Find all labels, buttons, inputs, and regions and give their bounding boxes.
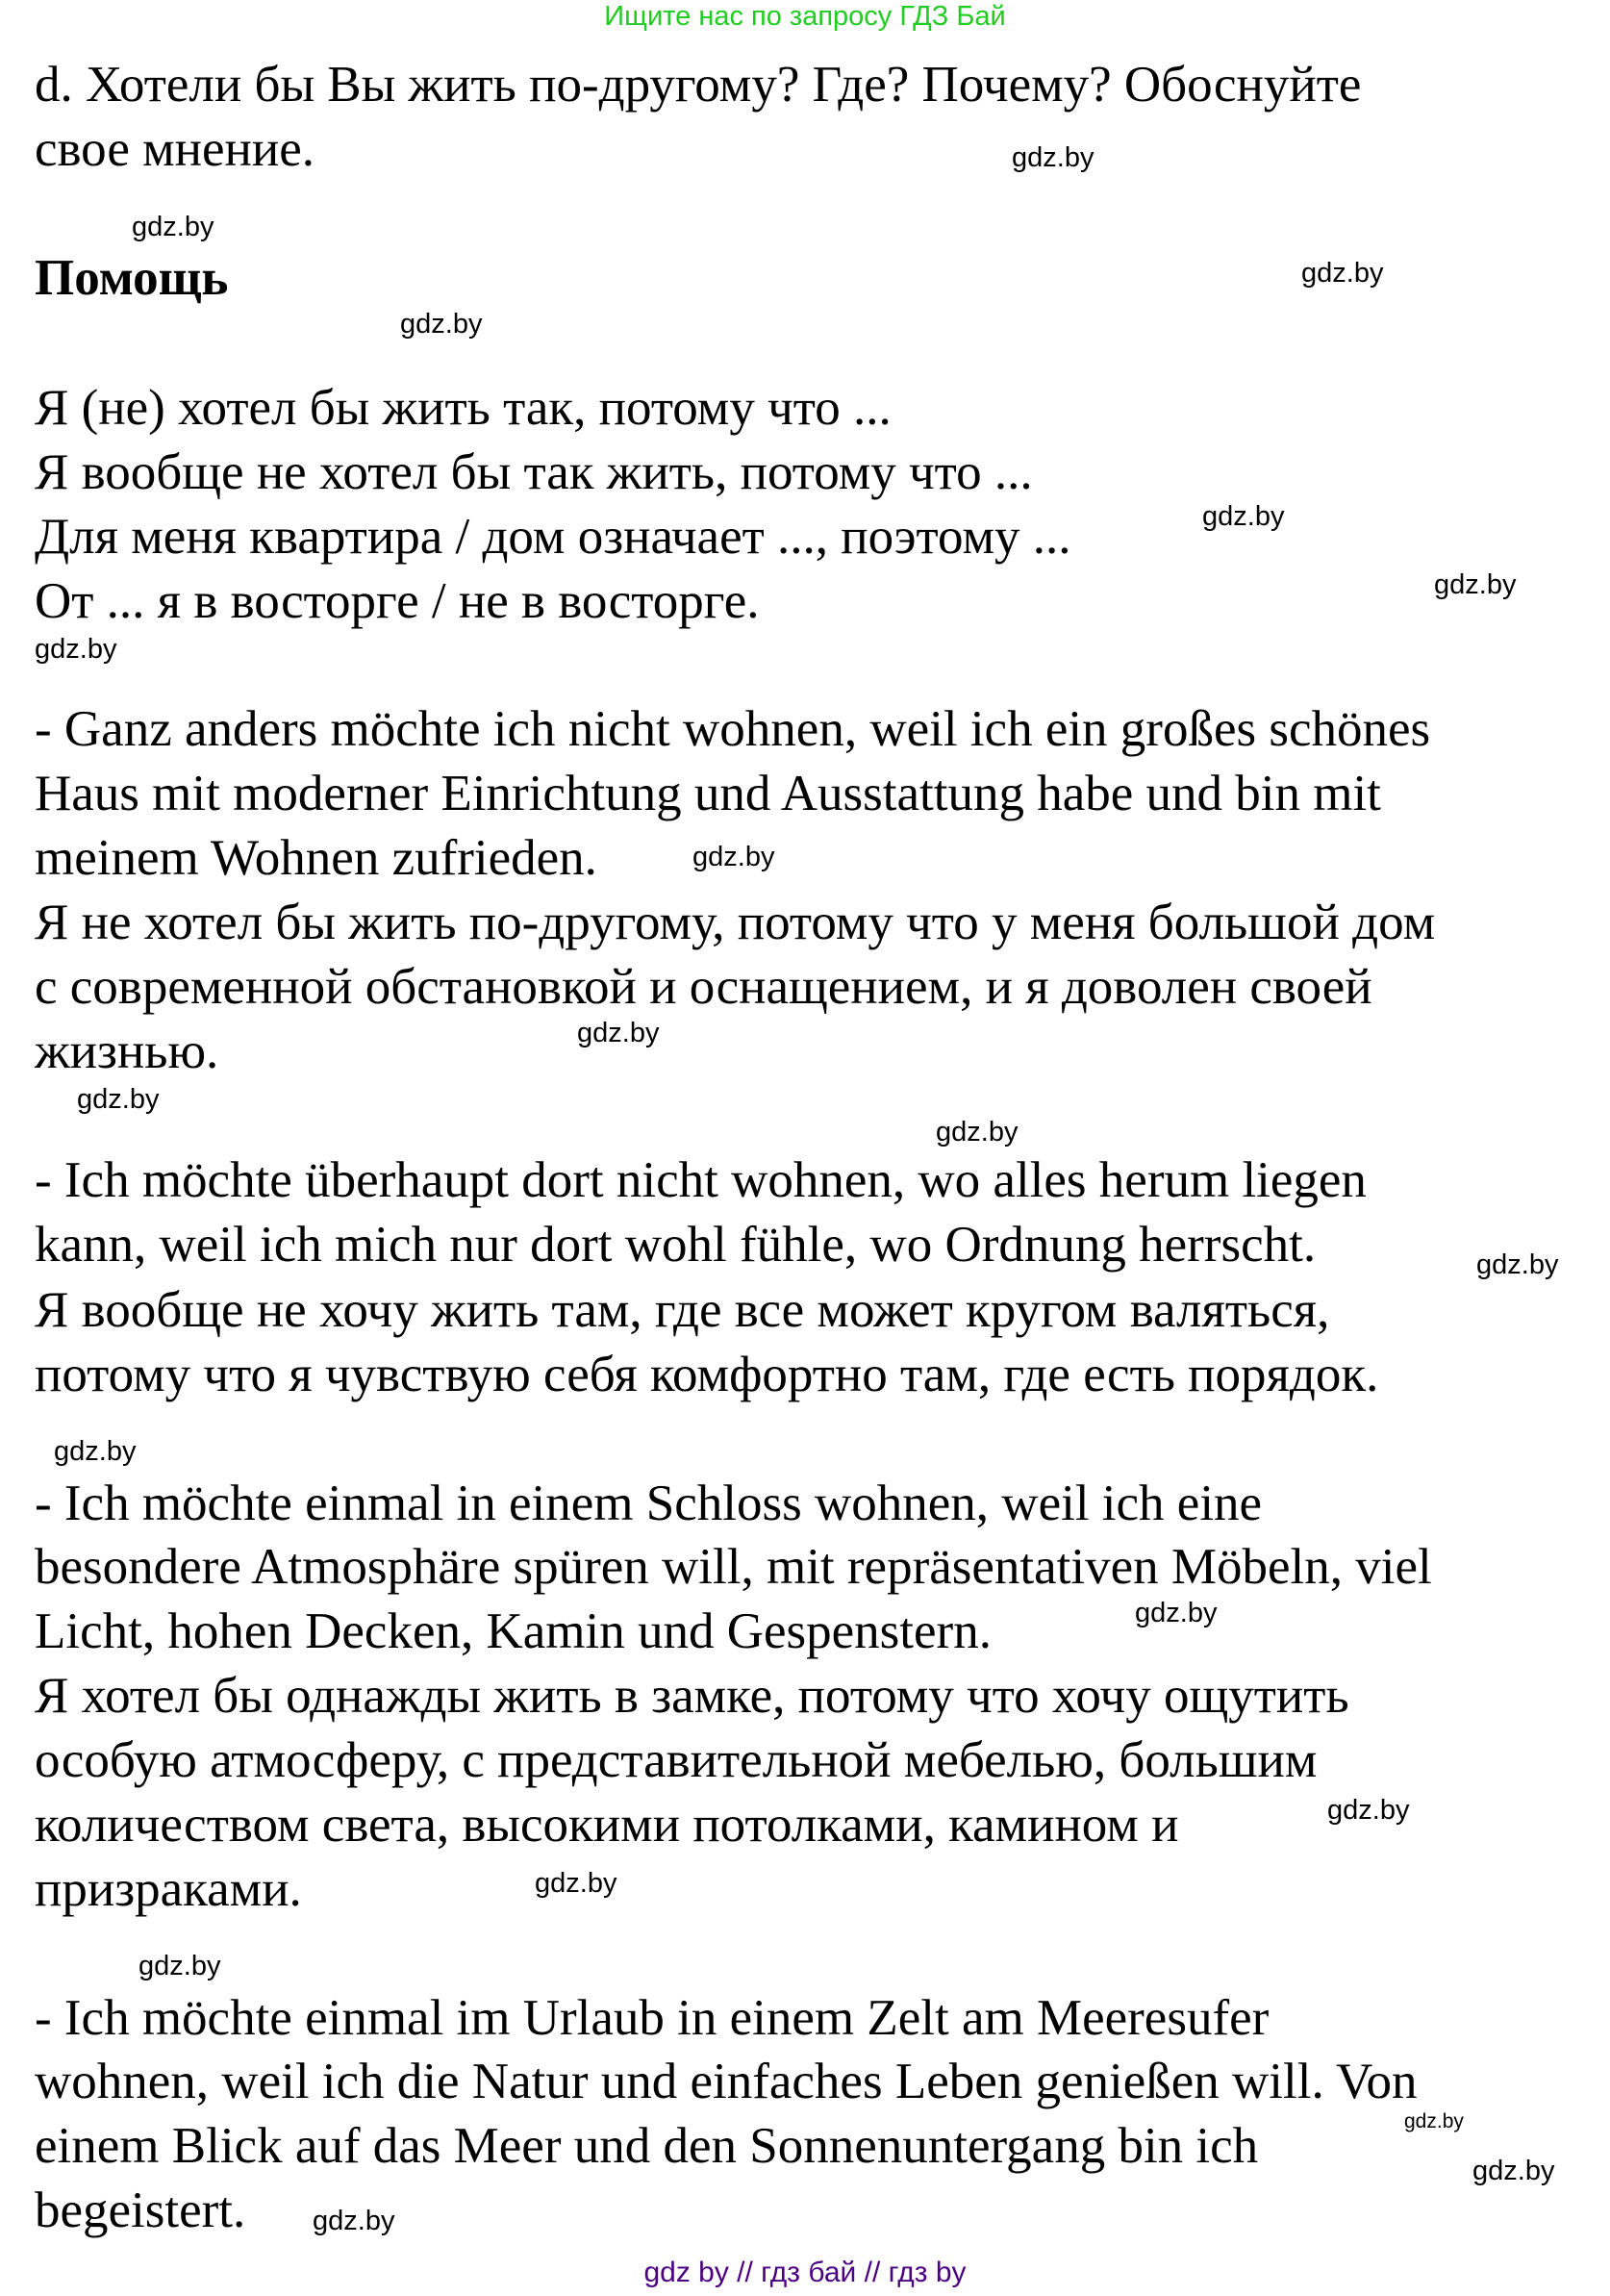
header-banner-link[interactable]: Ищите нас по запросу ГДЗ Бай — [604, 1, 1006, 32]
watermark: gdz.by — [400, 309, 483, 340]
task-line: d. Хотели бы Вы жить по-другому? Где? Почему? Обоснуйте — [35, 57, 1362, 113]
help-line: Я вообще не хотел бы так жить, потому что ... — [35, 444, 1033, 500]
answer-de-line: Licht, hohen Decken, Kamin und Gespenstern. — [35, 1603, 992, 1659]
help-line: Для меня квартира / дом означает ..., поэтому ... — [35, 509, 1071, 565]
task-line: свое мнение. — [35, 121, 315, 177]
answer-de-line: - Ich möchte einmal im Urlaub in einem Zelt am Meeresufer — [35, 1990, 1270, 2046]
answer-ru-line: жизнью. — [35, 1023, 219, 1079]
answer-de-line: begeistert. — [35, 2182, 246, 2238]
watermark: gdz.by — [1472, 2156, 1555, 2186]
answer-de-line: kann, weil ich mich nur dort wohl fühle, wo Ordnung herrscht. — [35, 1217, 1317, 1273]
answer-ru-line: потому что я чувствую себя комфортно там, где есть порядок. — [35, 1347, 1379, 1402]
answer-de-line: Haus mit moderner Einrichtung und Ausstattung habe und bin mit — [35, 766, 1381, 821]
watermark: gdz.by — [138, 1951, 221, 1981]
watermark: gdz.by — [535, 1868, 617, 1899]
answer-ru-line: количеством света, высокими потолками, камином и — [35, 1797, 1179, 1853]
answer-ru-line: Я хотел бы однажды жить в замке, потому что хочу ощутить — [35, 1668, 1349, 1724]
watermark: gdz.by — [1301, 258, 1384, 289]
watermark: gdz.by — [1434, 569, 1517, 600]
footer-links[interactable]: gdz by // гдз бай // гдз by — [643, 2257, 967, 2288]
help-line: От ... я в восторге / не в восторге. — [35, 573, 760, 629]
answer-ru-line: призраками. — [35, 1861, 302, 1917]
watermark: gdz.by — [54, 1436, 137, 1467]
watermark: gdz.by — [692, 842, 775, 872]
answer-de-line: einem Blick auf das Meer und den Sonnenuntergang bin ich — [35, 2118, 1259, 2174]
watermark: gdz.by — [1012, 142, 1094, 173]
answer-de-line: meinem Wohnen zufrieden. — [35, 830, 597, 886]
answer-ru-line: особую атмосферу, с представительной мебелью, большим — [35, 1732, 1318, 1788]
watermark: gdz.by — [1202, 501, 1285, 532]
help-line: Я (не) хотел бы жить так, потому что ... — [35, 380, 892, 436]
answer-ru-line: с современной обстановкой и оснащением, и я доволен своей — [35, 959, 1372, 1015]
answer-ru-line: Я вообще не хочу жить там, где все может кругом валяться, — [35, 1282, 1330, 1338]
watermark: gdz.by — [35, 634, 117, 665]
help-title: Помощь — [35, 250, 229, 306]
watermark: gdz.by — [936, 1117, 1019, 1148]
watermark: gdz.by — [132, 212, 214, 242]
watermark: gdz.by — [313, 2206, 395, 2236]
answer-de-line: besondere Atmosphäre spüren will, mit repräsentativen Möbeln, viel — [35, 1539, 1432, 1595]
answer-de-line: wohnen, weil ich die Natur und einfaches Leben genießen will. Von — [35, 2054, 1418, 2109]
watermark: gdz.by — [1327, 1795, 1410, 1826]
watermark: gdz.by — [77, 1084, 160, 1115]
watermark: gdz.by — [1135, 1598, 1218, 1628]
answer-de-line: - Ich möchte einmal in einem Schloss wohnen, weil ich eine — [35, 1476, 1263, 1531]
watermark: gdz.by — [1404, 2110, 1464, 2132]
answer-ru-line: Я не хотел бы жить по-другому, потому что у меня большой дом — [35, 895, 1436, 950]
answer-de-line: - Ich möchte überhaupt dort nicht wohnen, wo alles herum liegen — [35, 1152, 1367, 1208]
answer-de-line: - Ganz anders möchte ich nicht wohnen, weil ich ein großes schönes — [35, 701, 1431, 757]
watermark: gdz.by — [1476, 1249, 1559, 1280]
watermark: gdz.by — [577, 1018, 660, 1048]
